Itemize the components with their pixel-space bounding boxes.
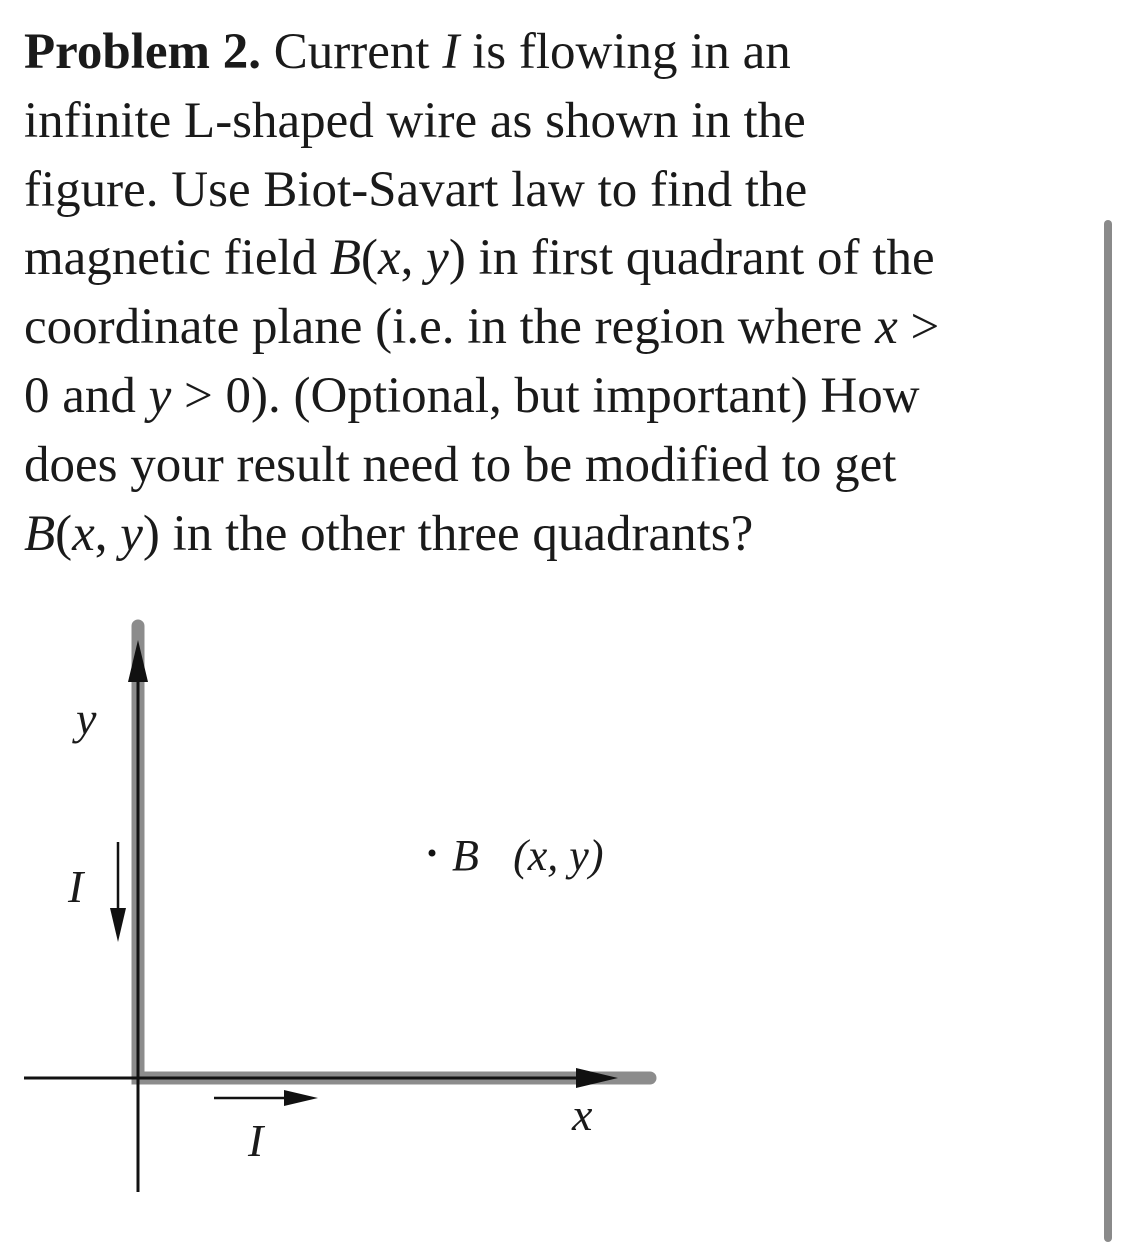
vertical-current-label: I — [68, 861, 84, 912]
problem-line-5: coordinate plane (i.e. in the region where x > — [24, 299, 940, 356]
l-shaped-wire-figure — [0, 600, 700, 1220]
problem-line-2: infinite L-shaped wire as shown in the — [24, 92, 806, 149]
problem-line-4: magnetic field B(x, y) in first quadrant of the — [24, 230, 935, 287]
x-axis-label: x — [572, 1089, 593, 1140]
scrollbar[interactable] — [1104, 220, 1112, 1242]
horizontal-current-label: I — [248, 1115, 264, 1166]
problem-statement — [24, 18, 1064, 568]
y-axis-label: y — [76, 693, 97, 744]
problem-line-1: Problem 2. Current I is flowing in an — [24, 24, 791, 80]
problem-line-7: does your result need to be modified to get — [24, 436, 897, 493]
problem-line-6: 0 and y > 0). (Optional, but important) How — [24, 367, 920, 424]
x-axis-arrowhead — [576, 1068, 618, 1088]
problem-heading: Problem 2. — [24, 24, 262, 80]
problem-line-8: B(x, y) in the other three quadrants? — [24, 505, 754, 562]
problem-line-3: figure. Use Biot-Savart law to find the — [24, 161, 808, 218]
y-axis-arrowhead — [128, 640, 148, 682]
vertical-current-arrowhead — [110, 908, 126, 942]
field-point-label: B⃗(x, y) — [452, 831, 604, 880]
field-point-dot — [429, 850, 436, 857]
horizontal-current-arrowhead — [284, 1090, 318, 1106]
